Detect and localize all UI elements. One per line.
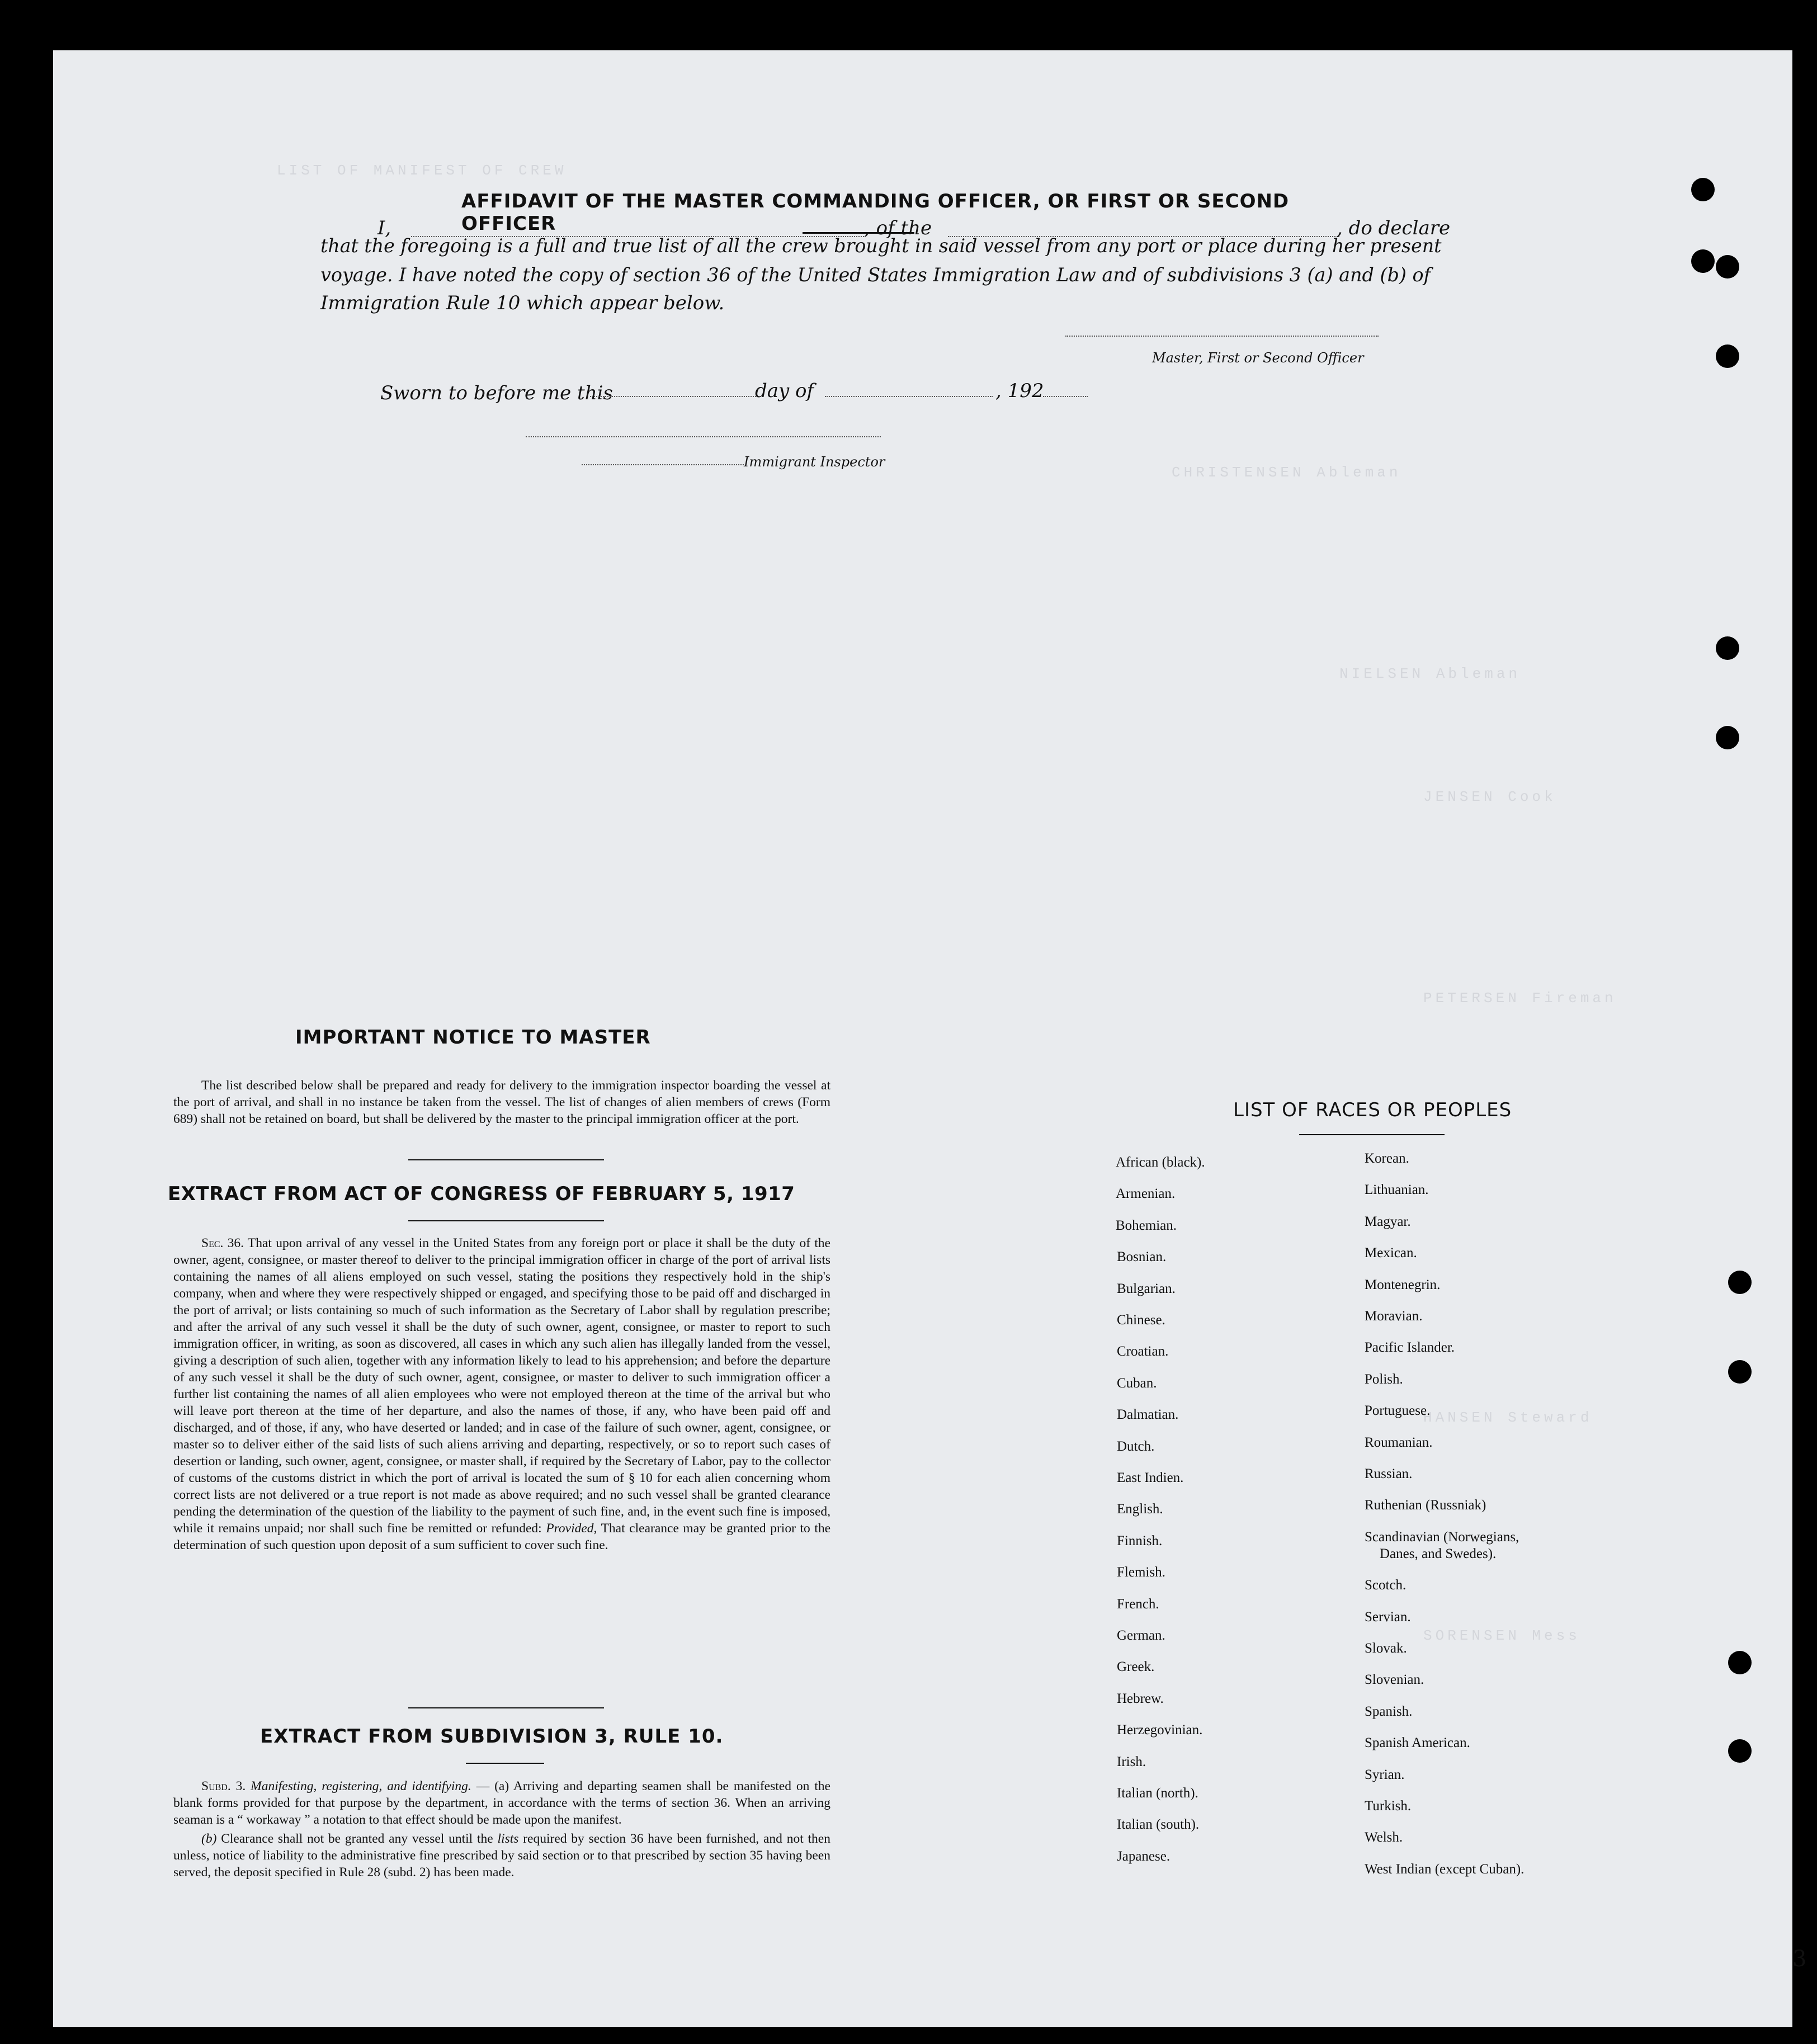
race-item: Slovak. [1365, 1641, 1407, 1656]
race-item: West Indian (except Cuban). [1365, 1861, 1525, 1877]
race-item: Japanese. [1117, 1848, 1171, 1864]
race-item: Turkish. [1365, 1798, 1412, 1814]
race-item: Scotch. [1365, 1578, 1407, 1593]
bleed-through-text: HANSEN Steward [1423, 1409, 1593, 1426]
race-item: Scandinavian (Norwegians, [1365, 1529, 1519, 1545]
race-item: Russian. [1365, 1466, 1413, 1481]
race-item: Irish. [1117, 1754, 1146, 1769]
race-item: Syrian. [1365, 1767, 1405, 1782]
bleed-through-text: NIELSEN Ableman [1339, 665, 1521, 682]
notice-text: The list described below shall be prepared and ready for delivery to the immigration inspector boarding the vessel at the port of arrival, and shall in no instance be taken from the vessel. The list of changes of alien members of crews (Form 689) shall not be retained on board, but shall be delivered by the master to the principal immigration officer at the port. [173, 1078, 830, 1126]
divider [408, 1220, 604, 1221]
race-item: Spanish American. [1365, 1735, 1470, 1751]
race-item: Hebrew. [1117, 1691, 1164, 1706]
inspector-signature-blank [526, 436, 881, 437]
act-body-end: That clearance may be granted prior to the determination of such question upon deposit of a sum sufficient to cover such fine. [173, 1521, 830, 1552]
document-page [53, 50, 1807, 2027]
race-item: East Indien. [1117, 1470, 1184, 1485]
race-item: Mexican. [1365, 1245, 1417, 1261]
act-title: EXTRACT FROM ACT OF CONGRESS OF FEBRUARY 5, 1917 [168, 1183, 795, 1205]
race-item: Lithuanian. [1365, 1182, 1429, 1198]
part-b-text-1: Clearance shall not be granted any vessel until the [221, 1831, 493, 1846]
affidavit-line-4: Immigration Rule 10 which appear below. [320, 292, 725, 314]
race-item: Danes, and Swedes). [1380, 1546, 1497, 1561]
part-a-label: — (a) [476, 1779, 509, 1793]
race-item: Polish. [1365, 1371, 1403, 1387]
sworn-day-blank [590, 396, 758, 397]
race-item: Italian (south). [1117, 1817, 1200, 1833]
rule-title: EXTRACT FROM SUBDIVISION 3, RULE 10. [260, 1725, 724, 1748]
part-b-text-2: required by section 36 have been furnished, and not then unless, notice of liability to the administrative fine prescribed by said section or to that prescribed by section 35 having been served, the deposit specified in Rule 28 (subd. 2) has been made. [173, 1831, 830, 1880]
race-item: Bohemian. [1116, 1217, 1177, 1233]
notice-title: IMPORTANT NOTICE TO MASTER [295, 1026, 651, 1049]
race-item: Flemish. [1117, 1565, 1165, 1580]
race-item: Armenian. [1116, 1186, 1176, 1202]
divider [466, 1763, 544, 1764]
inspector-signature-blank-2 [582, 464, 744, 465]
rule-text [173, 1778, 830, 1883]
part-b-label: (b) [201, 1831, 217, 1846]
master-signature-label: Master, First or Second Officer [1152, 350, 1364, 366]
race-item: Croatian. [1117, 1344, 1169, 1359]
bleed-through-text: JENSEN Cook [1423, 789, 1556, 805]
part-b-lists: lists [497, 1831, 519, 1846]
binder-hole [1716, 636, 1739, 660]
binder-hole [1728, 1271, 1752, 1294]
race-item: Roumanian. [1365, 1434, 1433, 1450]
affidavit-of-the: , of the [864, 217, 932, 239]
race-item: Slovenian. [1365, 1672, 1424, 1688]
section-label: Sec. 36. [201, 1236, 244, 1250]
provided-word: Provided, [546, 1521, 597, 1536]
race-item: Korean. [1365, 1151, 1409, 1166]
part-a-text: Arriving and departing seamen shall be manifested on the blank forms provided for that purpose by the department, in accordance with the terms of section 36. When an arriving seaman is a “ workaway ” a notation to that effect should be made upon the manifest. [173, 1779, 830, 1827]
affidavit-declare: , do declare [1337, 217, 1451, 239]
binder-hole [1691, 178, 1715, 201]
race-item: Magyar. [1365, 1214, 1411, 1229]
affidavit-title: AFFIDAVIT OF THE MASTER COMMANDING OFFICER, OR FIRST OR SECOND OFFICER [461, 190, 1290, 235]
divider [1299, 1134, 1445, 1135]
race-item: Greek. [1117, 1659, 1155, 1675]
race-item: Moravian. [1365, 1309, 1423, 1324]
race-item: Bulgarian. [1117, 1281, 1176, 1296]
subdivision-label: Subd. 3. [201, 1779, 246, 1793]
sworn-year: , 192 [995, 380, 1044, 402]
subdivision-heading: Manifesting, registering, and identifying. [251, 1779, 471, 1793]
bleed-through-text: LIST OF MANIFEST OF CREW [277, 162, 567, 179]
corner-mark: 3 [1792, 1946, 1807, 1972]
bleed-through-text: CHRISTENSEN Ableman [1172, 464, 1401, 481]
race-item: French. [1117, 1596, 1159, 1612]
affidavit-line-2: that the foregoing is a full and true list of all the crew brought in said vessel from any port or place during her present [320, 235, 1442, 257]
binder-hole [1716, 726, 1739, 749]
act-text [173, 1235, 830, 1556]
affidavit-line-3: voyage. I have noted the copy of section 36 of the United States Immigration Law and of subdivisions 3 (a) and (b) of [320, 264, 1431, 286]
race-item: German. [1117, 1628, 1165, 1643]
binder-hole [1728, 1360, 1752, 1384]
binder-hole [1691, 249, 1715, 273]
divider [408, 1159, 604, 1160]
sworn-day-of: day of [755, 380, 814, 402]
race-item: Bosnian. [1117, 1249, 1167, 1265]
binder-hole [1716, 255, 1739, 278]
race-item: Finnish. [1117, 1533, 1163, 1549]
race-item: African (black). [1116, 1155, 1205, 1170]
race-item: English. [1117, 1502, 1163, 1517]
binder-hole [1716, 344, 1739, 368]
race-item: Servian. [1365, 1609, 1411, 1625]
race-item: Herzegovinian. [1117, 1722, 1203, 1738]
race-item: Spanish. [1365, 1703, 1413, 1719]
binder-hole [1728, 1739, 1752, 1763]
bleed-through-text: SORENSEN Mess [1423, 1627, 1580, 1644]
race-item: Italian (north). [1117, 1786, 1198, 1801]
act-body: That upon arrival of any vessel in the United States from any foreign port or place it shall be the duty of the owner, agent, consignee, or master thereof to deliver to the principal immigration officer in charge of the port of arrival lists containing the names of all aliens employed on such vessel, stating the positions they respectively hold in the ship's company, when and where they were respectively shipped or engaged, and specifying those to be paid off and discharged in the port of arrival; or lists containing so much of such information as the Secretary of Labor shall by regulation prescribe; and after the arrival of any such vessel it shall be the duty of such owner, agent, consignee, or master to report to such immigration officer, in writing, as soon as discovered, all cases in which any such alien has illegally landed from the vessel, giving a description of such alien, together with any information likely to lead to his apprehension; and before the departure of any such vessel it shall be the duty of such owner, agent, consignee, or master to deliver to such immigration officer a further list containing the names of all alien employees who were not employed thereon at the time of the arrival but who will leave port thereon at the time of her departure, and also the names of those, if any, who have been paid off and discharged, and of those, if any, who have deserted or landed; and in case of the failure of such owner, agent, consignee, or master so to deliver either of the said lists of such aliens arriving and departing, respectively, or so to report such cases of desertion or landing, such owner, agent, consignee, or master shall, if required by the Secretary of Labor, pay to the collector of customs of the customs district in which the port of arrival is located the sum of § 10 for each alien concerning whom correct lists are not delivered or a true report is not made as above required; and no such vessel shall be granted clearance pending the determination of the question of the liability to the payment of such fine, and, in the event such fine is imposed, while it remains unpaid; nor shall such fine be remitted or refunded: [173, 1236, 830, 1536]
race-item: Ruthenian (Russniak) [1365, 1498, 1486, 1513]
bleed-through-text: PETERSEN Fireman [1423, 990, 1617, 1007]
race-item: Cuban. [1117, 1375, 1157, 1391]
binder-hole [1728, 1651, 1752, 1674]
sworn-month-blank [825, 396, 993, 397]
race-item: Chinese. [1117, 1313, 1165, 1328]
race-item: Pacific Islander. [1365, 1340, 1455, 1356]
divider [408, 1707, 604, 1708]
race-item: Welsh. [1365, 1830, 1403, 1845]
race-item: Montenegrin. [1365, 1277, 1441, 1292]
race-item: Dalmatian. [1117, 1407, 1179, 1423]
affidavit-i: I, [377, 217, 391, 239]
races-title: LIST OF RACES OR PEOPLES [1233, 1099, 1512, 1121]
inspector-label: Immigrant Inspector [744, 454, 885, 470]
master-signature-blank [1065, 336, 1379, 337]
race-item: Dutch. [1117, 1438, 1155, 1454]
sworn-year-blank [1043, 396, 1088, 397]
sworn-text: Sworn to before me this [380, 382, 613, 404]
race-item: Portuguese. [1365, 1403, 1431, 1419]
